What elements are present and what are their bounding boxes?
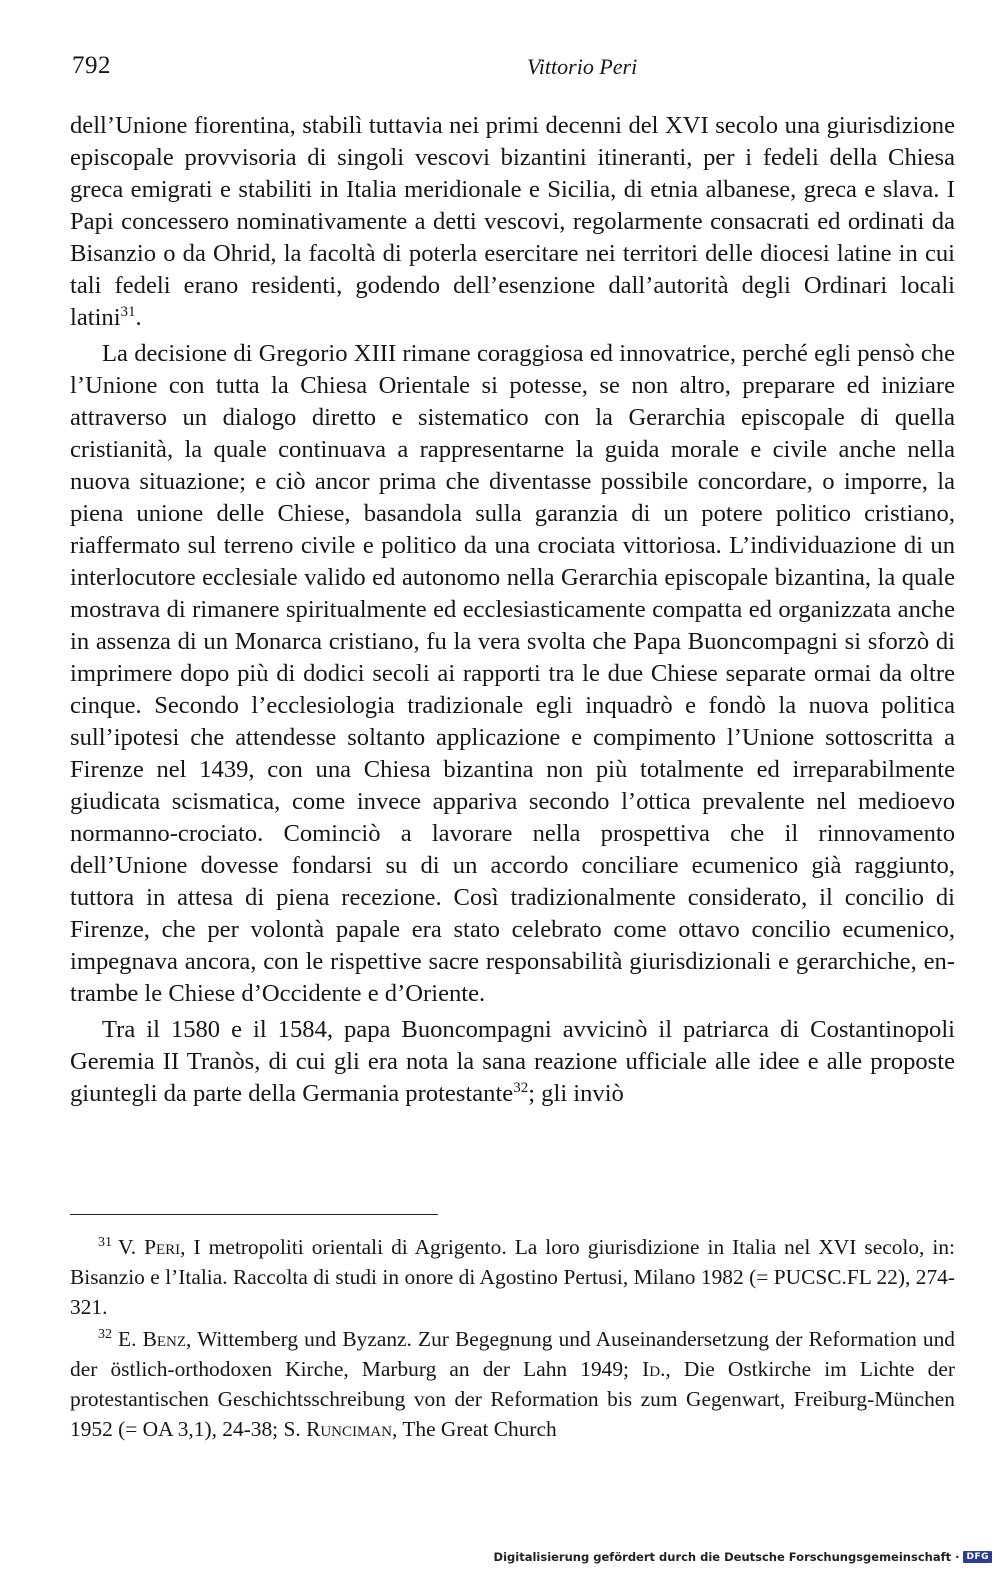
body-text [70, 110, 955, 1110]
footnote-number: 32 [98, 1326, 112, 1342]
footnote-text: , Wittemberg und Byzanz. Zur Begegnung und Auseinandersetzung der Reformation und der östlich-orthodoxen Kirche, Marburg an der Lahn 1949; [70, 1327, 955, 1381]
paragraph-2 [70, 338, 955, 1010]
author-name: Benz [142, 1327, 186, 1351]
footnote-reference-32[interactable]: 32 [513, 1079, 529, 1096]
footnote-text: V. [118, 1235, 145, 1259]
footnote-text: , The Great Church [392, 1417, 557, 1441]
digitization-colophon [494, 1548, 992, 1566]
footnote-text: E. [118, 1327, 143, 1351]
author-name: Runciman [306, 1417, 393, 1441]
paragraph-1 [70, 110, 955, 334]
footnote-separator [70, 1214, 438, 1215]
author-name: Peri [144, 1235, 181, 1259]
page-header [72, 52, 952, 86]
footnote-32 [70, 1324, 955, 1444]
dfg-logo-icon: DFG [963, 1551, 992, 1563]
footnote-text: , I metropoliti orientali di Agrigento. La loro giurisdizione in Italia nel XVI secolo, in: Bisanzio e l’Italia. Raccolta di studi in onore di Agostino Pertusi, Milano 1982 (= PUCSC.FL 22), 274-321. [70, 1235, 955, 1319]
paragraph-text: . [135, 304, 142, 331]
paragraph-text: dell’Unione fiorentina, stabilì tuttavia nei primi decenni del XVI secolo una giurisdizione episcopale provvisoria di singoli vescovi bizantini itineranti, per i fedeli della Chiesa greca emigrati e stabiliti in Italia meridionale e Sicilia, di etnia albanese, greca e slava. I Papi concessero nominativamente a detti vescovi, regolarmente consacrati ed ordinati da Bisanzio o da Ohrid, la facoltà di poterla esercitare nei territori delle diocesi latine in cui tali fedeli erano residenti, godendo dell’esenzione dall’autorità degli Ordinari locali latini [70, 112, 955, 331]
paragraph-text: ; gli inviò [528, 1080, 624, 1107]
paragraph-3 [70, 1014, 955, 1110]
paragraph-text: La decisione di Gregorio XIII rimane coraggiosa ed innovatrice, perché egli pensò che l’Unione con tutta la Chiesa Orientale si potesse, se non altro, preparare ed iniziare attraverso un dialogo diretto e sistematico con la Gerarchia episcopale di quella cristianità, la quale continuava a rappresentarne la guida morale e civile anche nella nuova situazione; e ciò ancor prima che diventasse possibile concordare, o imporre, la piena unione delle Chiese, basandola sulla garanzia di un potere politico cristiano, riaffermato sul terreno civile e politico da una crociata vittoriosa. L’individuazione di un interlocutore ecclesiale valido ed autonomo nella Gerarchia episcopale bizantina, la quale mostrava di rimanere spiritualmente ed ecclesiasticamente compatta ed organizzata anche in assenza di un Monarca cristiano, fu la vera svolta che Papa Buoncompagni si sforzò di imprimere dopo più di dodici secoli ai rapporti tra le due Chiese separate ormai da oltre cinque. Secondo l’ecclesiologia tradizionale egli inquadrò e fondò la nuova politica sull’ipotesi che attendesse soltanto applicazione e compimento l’Unione sottoscritta a Firenze nel 1439, con una Chiesa bizantina non più totalmente ed irreparabilmente giudicata scismatica, come invece appariva secondo l’ottica prevalente nel medioevo normanno-crociato. Cominciò a lavorare nella prospettiva che il rinnovamento dell’Unione dovesse fondarsi su di un accordo conciliare ecumenico già raggiunto, tuttora in attesa di piena recezione. Così tradizionalmente considerato, il concilio di Firenze, che per volontà papale era stato celebrato come ottavo concilio ecumenico, impegnava ancora, con le rispettive sacre responsabilità giurisdizionali e gerarchiche, entrambe le Chiese d’Occidente e d’Oriente. [70, 340, 955, 1007]
colophon-text: Digitalisierung gefördert durch die Deutsche Forschungsgemeinschaft · [493, 1550, 960, 1564]
page-number: 792 [72, 52, 111, 79]
running-head: Vittorio Peri [527, 54, 638, 79]
footnote-31 [70, 1232, 955, 1322]
paragraph-text: Tra il 1580 e il 1584, papa Buoncompagni avvicinò il patriarca di Costantinopoli Geremia II Tranòs, di cui gli era nota la sana reazione ufficiale alle idee e alle proposte giuntegli da parte della Germania protestante [70, 1016, 955, 1107]
footnote-text: , Die Ostkirche im Lichte der protestantischen Geschichtsschreibung von der Reformation bis zum Gegenwart, Freiburg-München 1952 (= OA 3,1), 24-38; S. [70, 1357, 955, 1441]
footnotes [70, 1232, 955, 1446]
author-name: Id. [642, 1357, 666, 1381]
footnote-number: 31 [98, 1234, 112, 1250]
footnote-reference-31[interactable]: 31 [120, 303, 136, 320]
